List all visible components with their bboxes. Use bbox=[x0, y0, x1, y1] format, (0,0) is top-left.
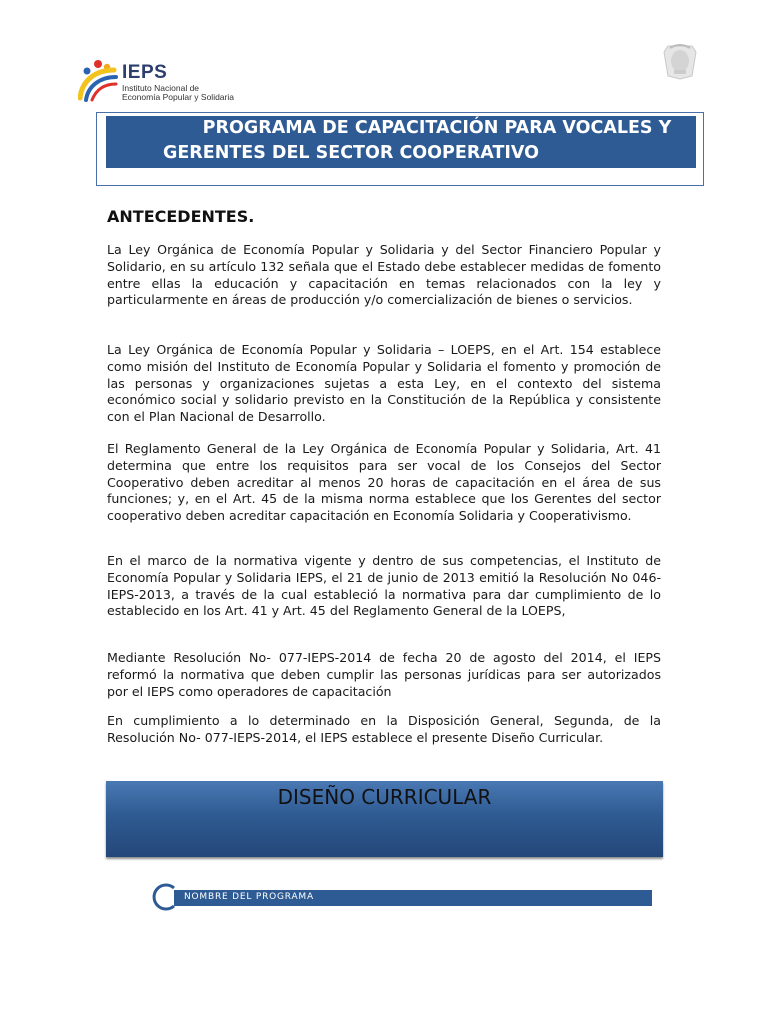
logo-wordmark: IEPS bbox=[122, 62, 168, 83]
section-banner bbox=[106, 781, 663, 857]
document-title-line-1: PROGRAMA DE CAPACITACIÓN PARA VOCALES Y bbox=[202, 118, 672, 138]
ieps-logo bbox=[78, 58, 278, 104]
ecuador-coat-of-arms-icon bbox=[660, 42, 700, 80]
program-name-label: NOMBRE DEL PROGRAMA bbox=[184, 892, 314, 902]
ieps-logo-icon bbox=[78, 58, 118, 102]
banner-title: DISEÑO CURRICULAR bbox=[277, 785, 492, 809]
section-heading: ANTECEDENTES. bbox=[107, 207, 255, 226]
ring-bullet-icon bbox=[150, 882, 178, 912]
paragraph-1: La Ley Orgánica de Economía Popular y Solidaria y del Sector Financiero Popular y Solidario, en su artículo 132 señala que el Estado debe establecer medidas de fomento entre ellas la educación y capacitación en temas relacionados con la ley y particularmente en áreas de producción y/o comercialización de bienes o servicios. bbox=[107, 242, 661, 308]
paragraph-4: En el marco de la normativa vigente y dentro de sus competencias, el Instituto de Economía Popular y Solidaria IEPS, el 21 de junio de 2013 emitió la Resolución No 046-IEPS-2013, a través de la cual estableció la normativa para dar cumplimiento de lo establecido en los Art. 41 y Art. 45 del Reglamento General de la LOEPS, bbox=[107, 553, 661, 619]
logo-subtitle: Instituto Nacional de Economía Popular y Solidaria bbox=[122, 83, 234, 102]
paragraph-5: Mediante Resolución No- 077-IEPS-2014 de fecha 20 de agosto del 2014, el IEPS reformó la normativa que deben cumplir las personas jurídicas para ser autorizados por el IEPS como operadores de capacitación bbox=[107, 650, 661, 699]
paragraph-6: En cumplimiento a lo determinado en la Disposición General, Segunda, de la Resolución No- 077-IEPS-2014, el IEPS establece el presente Diseño Curricular. bbox=[107, 713, 661, 745]
document-title-line-2: GERENTES DEL SECTOR COOPERATIVO bbox=[162, 143, 540, 163]
document-title bbox=[106, 116, 696, 168]
paragraph-2: La Ley Orgánica de Economía Popular y Solidaria – LOEPS, en el Art. 154 establece como misión del Instituto de Economía Popular y Solidaria el fomento y promoción de las personas y organizaciones sujetas a esta Ley, en el contexto del sistema económico social y solidario previsto en la Constitución de la República y consistente con el Plan Nacional de Desarrollo. bbox=[107, 342, 661, 425]
program-name-bar bbox=[168, 890, 652, 906]
paragraph-3: El Reglamento General de la Ley Orgánica de Economía Popular y Solidaria, Art. 41 determina que entre los requisitos para ser vocal de los Consejos del Sector Cooperativo deben acreditar al menos 20 horas de capacitación en el área de sus funciones; y, en el Art. 45 de la misma norma establece que los Gerentes del sector cooperativo deben acreditar capacitación en Economía Solidaria y Cooperativismo. bbox=[107, 441, 661, 524]
